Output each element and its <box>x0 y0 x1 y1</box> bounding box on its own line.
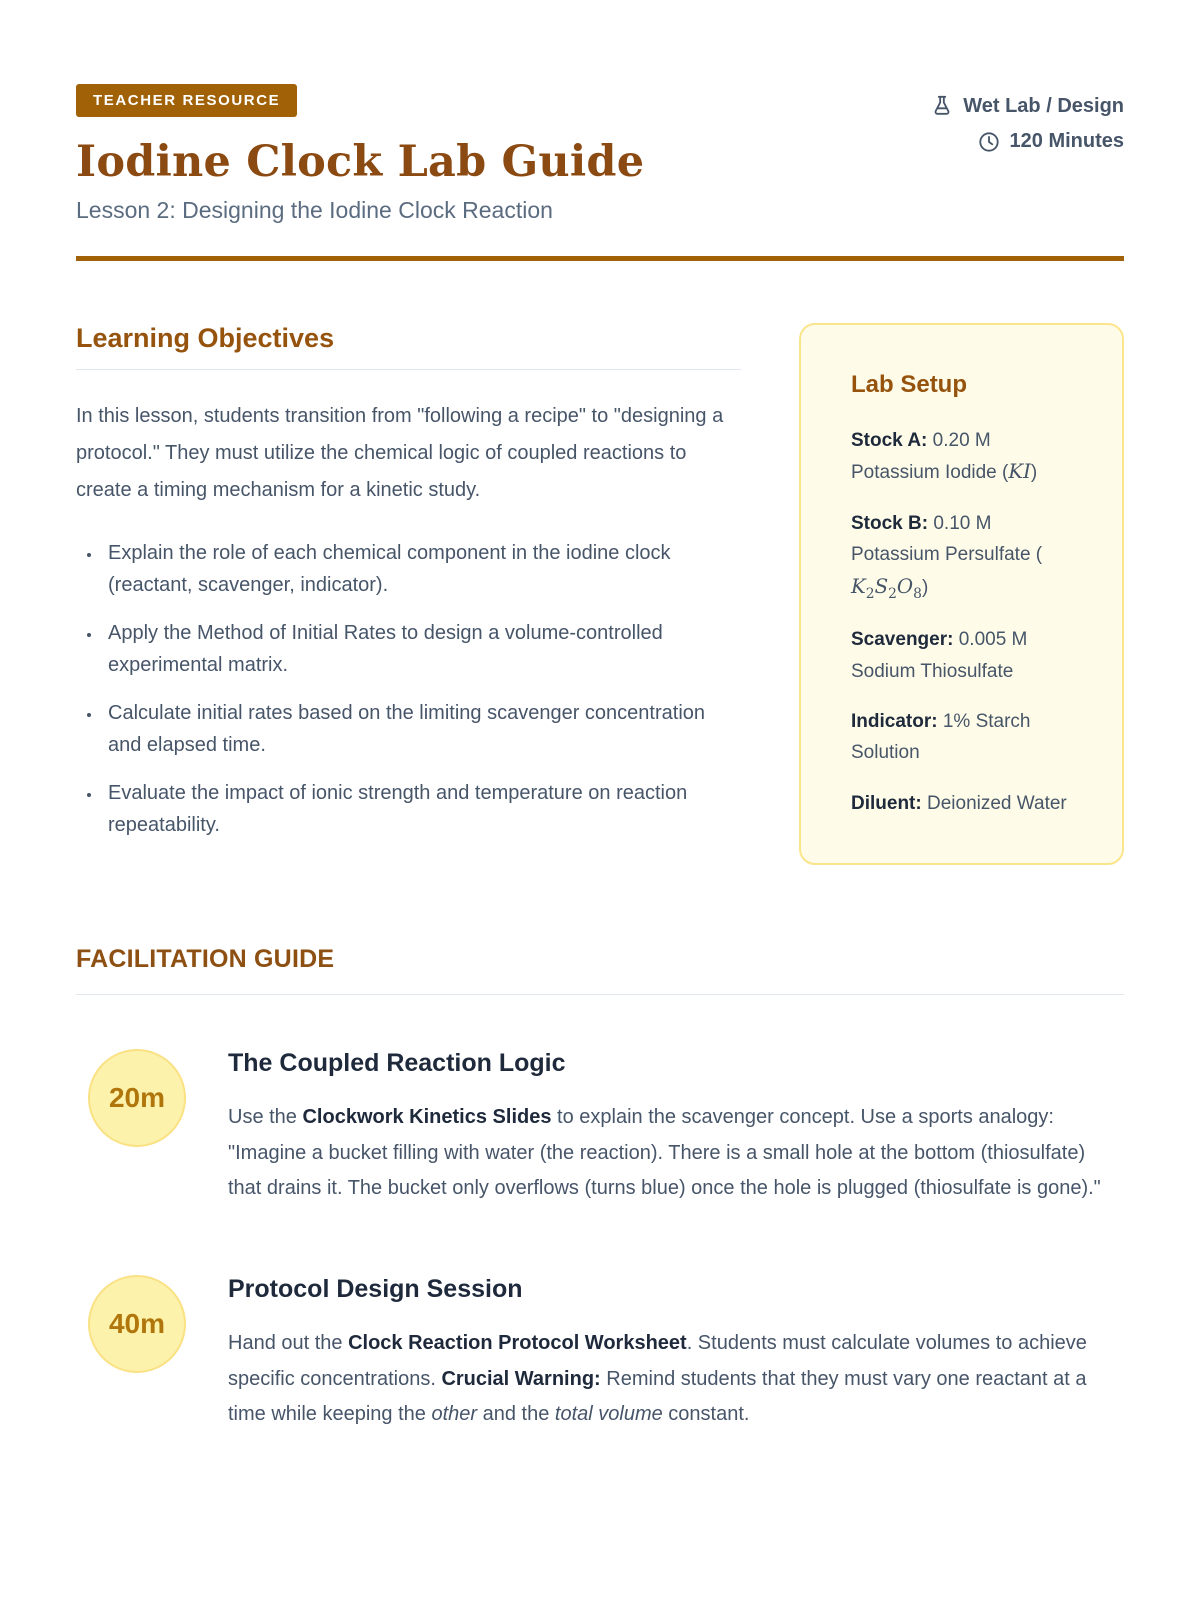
facilitation-item-2 <box>76 1271 1124 1433</box>
duration-badge: 20m <box>88 1049 186 1147</box>
facilitation-item-title: Protocol Design Session <box>228 1274 523 1303</box>
page-title: Iodine Clock Lab Guide <box>76 137 645 187</box>
lab-type-row <box>931 94 1124 118</box>
content-columns <box>76 323 1124 865</box>
lab-setup-heading: Lab Setup <box>851 371 968 398</box>
learning-objectives-section <box>76 323 741 857</box>
duration-badge: 40m <box>88 1275 186 1373</box>
objective-item: • Calculate initial rates based on the limiting scavenger concentration and elapsed time. <box>102 697 741 761</box>
header-meta <box>931 84 1124 153</box>
facilitation-item-1 <box>76 1045 1124 1207</box>
facilitation-item-body <box>228 1045 1124 1207</box>
lab-setup-scavenger: Scavenger: 0.005 M Sodium Thiosulfate <box>851 629 1028 682</box>
facilitation-guide-section <box>76 945 1124 1433</box>
lab-setup-indicator: Indicator: 1% Starch Solution <box>851 711 1031 764</box>
facilitation-item-title: The Coupled Reaction Logic <box>228 1049 566 1078</box>
objective-item: • Evaluate the impact of ionic strength and temperature on reaction repeatability. <box>102 777 741 841</box>
lab-setup-stock-a: Stock A: 0.20 M Potassium Iodide (KI) <box>851 430 1038 484</box>
lab-setup-diluent: Diluent: Deionized Water <box>851 792 1067 814</box>
page-subtitle: Lesson 2: Designing the Iodine Clock Reaction <box>76 197 553 223</box>
objective-item: • Apply the Method of Initial Rates to design a volume-controlled experimental matrix. <box>102 617 741 681</box>
learning-objectives-intro: In this lesson, students transition from "following a recipe" to "designing a protocol." They must utilize the chemical logic of coupled reactions to create a timing mechanism for a kinetic study. <box>76 405 724 501</box>
objective-list <box>76 537 741 841</box>
facilitation-item-text: Use the Clockwork Kinetics Slides to explain the scavenger concept. Use a sports analogy: "Imagine a bucket filling with water (the reaction). There is a small hole at the bottom (thiosulfate) that drains it. The bucket only overflows (turns blue) once the hole is plugged (thiosulfate is gone)." <box>228 1106 1101 1200</box>
lab-setup-card <box>799 323 1124 865</box>
duration-row <box>978 130 1124 153</box>
clock-icon <box>978 131 1000 153</box>
facilitation-item-text: Hand out the Clock Reaction Protocol Worksheet. Students must calculate volumes to achieve specific concentrations. Crucial Warning: Remind students that they must vary one reactant at a time while keeping the other and the total volume constant. <box>228 1331 1087 1426</box>
header-left <box>76 84 644 224</box>
lab-setup-stock-b: Stock B: 0.10 M Potassium Persulfate $(K_2S_2O_8)$ <box>851 512 1043 602</box>
facilitation-item-body <box>228 1271 1124 1433</box>
facilitation-guide-heading: FACILITATION GUIDE <box>76 945 1124 995</box>
teacher-resource-badge: TEACHER RESOURCE <box>76 84 297 117</box>
objective-item: • Explain the role of each chemical component in the iodine clock (reactant, scavenger, indicator). <box>102 537 741 601</box>
duration-label: 120 Minutes <box>1009 130 1124 152</box>
learning-objectives-heading: Learning Objectives <box>76 323 741 370</box>
flask-icon <box>931 94 953 118</box>
header <box>76 84 1124 224</box>
lab-type-label: Wet Lab / Design <box>963 94 1124 117</box>
header-divider <box>76 256 1124 261</box>
